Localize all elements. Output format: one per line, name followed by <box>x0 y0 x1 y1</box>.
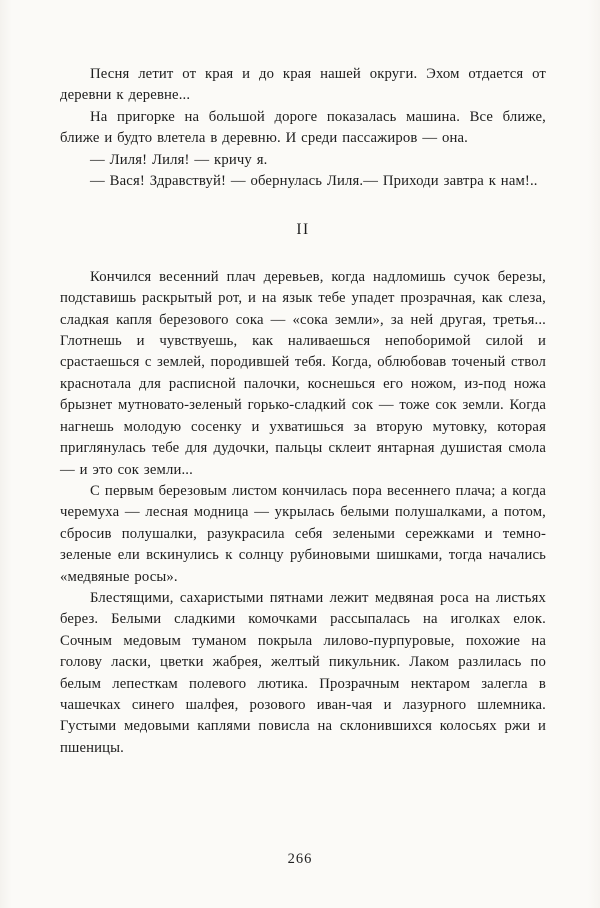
paragraph: Блестящими, сахаристыми пятнами лежит медвяная роса на листьях берез. Белыми сладкими комочками рассыпалась на иголках елок. Сочным медовым туманом покрыла лилово-пурпуровые, похожие на голову ласки, цветки жабрея, желтый пикульник. Лаком разлилась по белым лепесткам полевого лютика. Прозрачным нектаром залегла в чашечках синего шалфея, розового иван-чая и лазурного шлемника. Густыми медовыми каплями повисла на склонившихся колосьях ржи и пшеницы. <box>60 589 546 756</box>
paragraph: На пригорке на большой дороге показалась машина. Все ближе, ближе и будто влетела в деревню. И среди пассажиров — она. <box>60 108 546 147</box>
chapter-heading: II <box>296 221 310 239</box>
dialogue-line: — Вася! Здравствуй! — обернулась Лиля.— Приходи завтра к нам!.. <box>90 173 538 190</box>
text-block <box>60 64 546 759</box>
paragraph: Кончился весенний плач деревьев, когда надломишь сучок березы, подставишь раскрытый рот, и на язык тебе упадет прозрачная, как слеза, сладкая капля березового сока — «сока земли», за ней другая, третья... Глотнешь и чувствуешь, как наливаешься непоборимой силой и срастаешься с землей, породившей тебя. Когда, облюбовав точеный ствол краснотала для расписной палочки, коснешься его ножом, из-под ножа брызнет мутновато-зеленый горько-сладкий сок — тоже сок земли. Когда нагнешь молодую сосенку и ухватишься за вторую мутовку, которая приглянулась тебе для дудочки, пальцы склеит янтарная душистая смола — и это сок земли... <box>60 268 546 478</box>
paragraph: С первым березовым листом кончилась пора весеннего плача; а когда черемуха — лесная модница — укрылась белыми полушалками, а потом, сбросив полушалки, разукрасила себя зелеными сережками и темно-зеленые ели вскинулись к солнцу рубиновыми шишками, тогда начались «медвяные росы». <box>60 482 546 585</box>
page-number: 266 <box>287 851 313 867</box>
dialogue-line: — Лиля! Лиля! — кричу я. <box>90 151 268 168</box>
paragraph: Песня летит от края и до края нашей округи. Эхом отдается от деревни к деревне... <box>60 66 546 104</box>
